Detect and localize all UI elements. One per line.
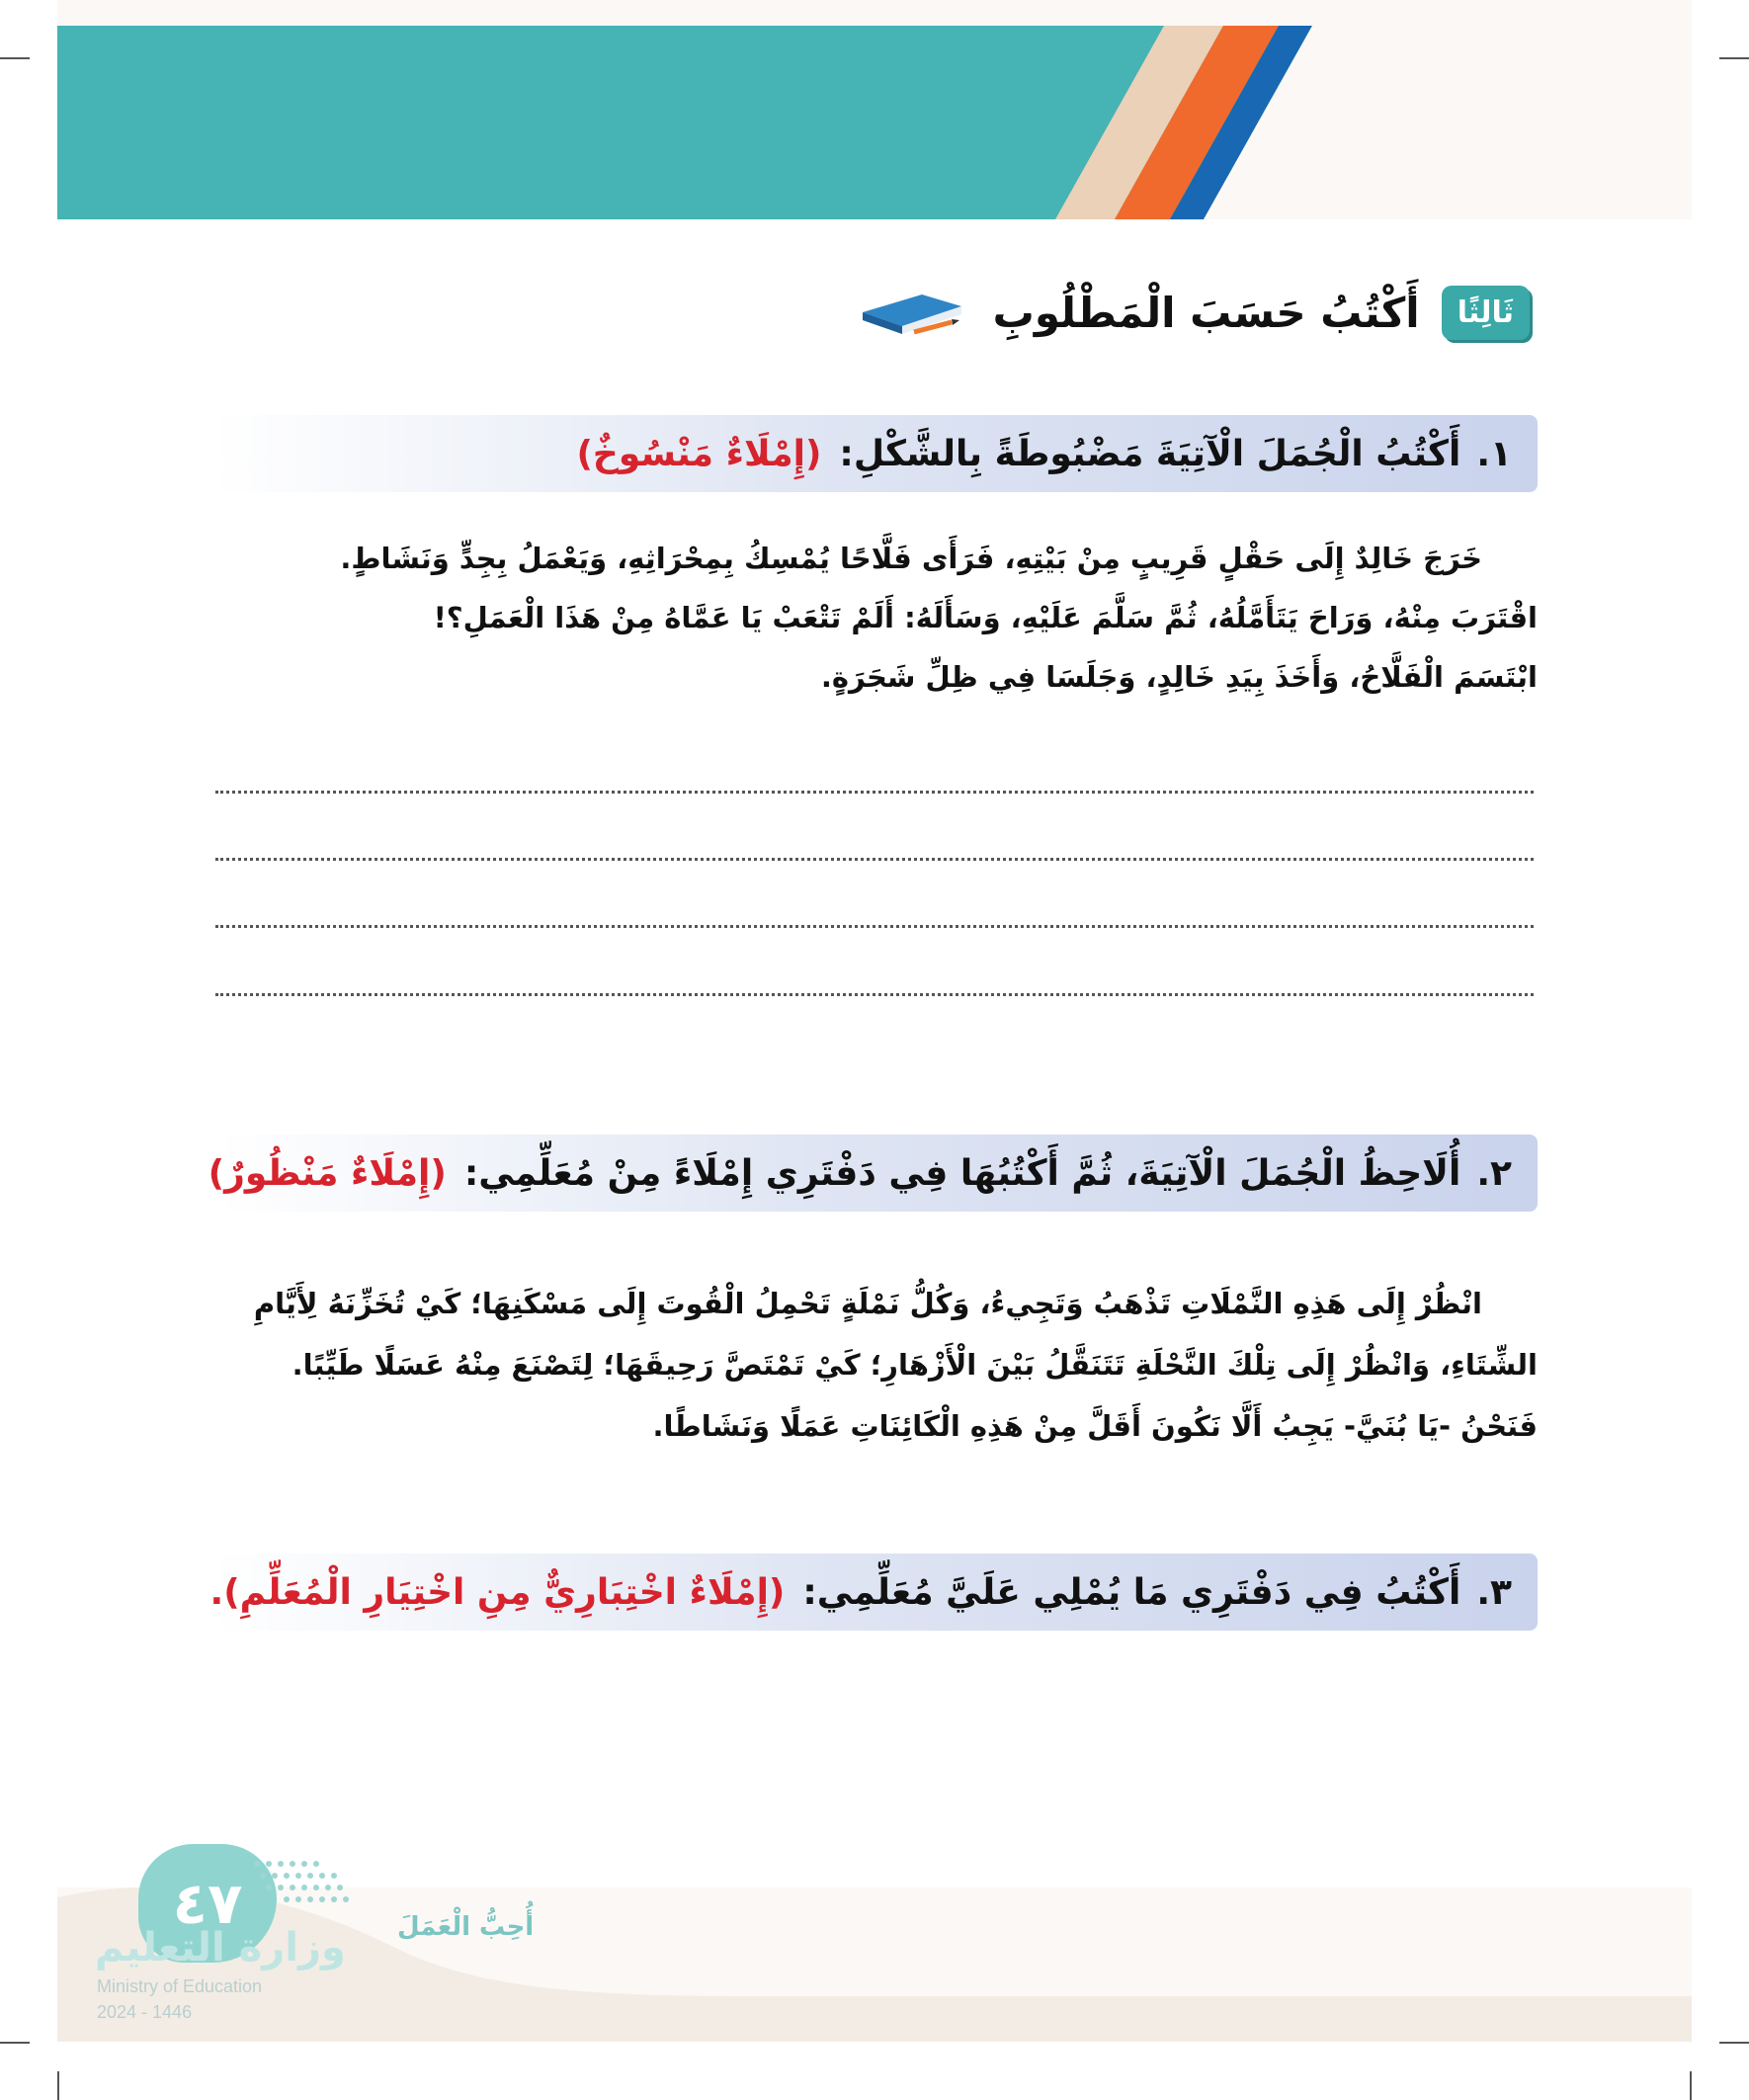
q2-passage [213, 1273, 1538, 1457]
ministry-name-arabic: وزارة التعليم [95, 1925, 346, 1971]
writing-line[interactable] [215, 791, 1534, 794]
header-band [57, 26, 1692, 219]
edition-year: 2024 - 1446 [97, 2002, 193, 2022]
passage-line: ابْتَسَمَ الْفَلَّاحُ، وَأَخَذَ بِيَدِ خَالِدٍ، وَجَلَسَا فِي ظِلِّ شَجَرَةٍ. [820, 660, 1538, 694]
ministry-logo-dots [247, 1854, 356, 1913]
crop-mark [1719, 57, 1749, 59]
question-tag: (إِمْلَاءٌ مَنْسُوخٌ) [576, 433, 822, 474]
passage-line: فَنَحْنُ -يَا بُنَيَّ- يَجِبُ أَلَّا نَكُونَ أَقَلَّ مِنْ هَذِهِ الْكَائِنَاتِ عَمَلًا وَنَشَاطًا. [652, 1409, 1538, 1443]
crop-mark [0, 2042, 30, 2044]
crop-mark [1690, 2071, 1692, 2100]
question-number: ٢. [1476, 1152, 1512, 1194]
passage-line: اقْتَرَبَ مِنْهُ، وَرَاحَ يَتَأَمَّلُهُ، ثُمَّ سَلَّمَ عَلَيْهِ، وَسَأَلَهُ: أَلَمْ تَتْعَبْ يَا عَمَّاهُ مِنْ هَذَا الْعَمَلِ؟! [433, 601, 1538, 634]
unit-name: أُحِبُّ الْعَمَلَ [397, 1912, 535, 1942]
crop-mark [1719, 2042, 1749, 2044]
question-number: ٣. [1476, 1571, 1512, 1613]
page-number: ٤٧ [138, 1844, 277, 1963]
question-text: أَكْتُبُ الْجُمَلَ الْآتِيَةَ مَضْبُوطَةً بِالشَّكْلِ: [839, 433, 1461, 474]
passage-line: خَرَجَ خَالِدٌ إِلَى حَقْلٍ قَرِيبٍ مِنْ بَيْتِهِ، فَرَأَى فَلَّاحًا يُمْسِكُ بِمِحْرَاثِهِ، وَيَعْمَلُ بِجِدٍّ وَنَشَاطٍ. [340, 542, 1482, 575]
crop-mark [57, 2071, 59, 2100]
question-tag: (إِمْلَاءٌ مَنْظُورٌ) [208, 1152, 447, 1194]
writing-line[interactable] [215, 993, 1534, 996]
section-title: أَكْتُبُ حَسَبَ الْمَطْلُوبِ [992, 288, 1420, 337]
q1-passage [213, 529, 1538, 707]
writing-line[interactable] [215, 925, 1534, 928]
section-badge: ثَالِثًا [1442, 286, 1530, 340]
question-number: ١. [1476, 433, 1512, 474]
book-pencil-icon [853, 283, 971, 342]
header-stripes [57, 26, 1692, 219]
question-text: أَكْتُبُ فِي دَفْتَرِي مَا يُمْلِي عَلَيَّ مُعَلِّمِي: [802, 1571, 1461, 1613]
passage-line: الشِّتَاءِ، وَانْظُرْ إِلَى تِلْكَ النَّحْلَةِ تَتَنَقَّلُ بَيْنَ الْأَزْهَارِ؛ كَيْ تَمْتَصَّ رَحِيقَهَا؛ لِتَصْنَعَ مِنْهُ عَسَلًا طَيِّبًا. [292, 1348, 1538, 1382]
writing-line[interactable] [215, 858, 1534, 861]
ministry-name-english: Ministry of Education [97, 1976, 263, 1996]
crop-mark [0, 57, 30, 59]
question-1-bar [213, 415, 1538, 492]
question-3-bar [209, 1554, 1538, 1631]
passage-line: انْظُرْ إِلَى هَذِهِ النَّمْلَاتِ تَذْهَبُ وَتَجِيءُ، وَكُلُّ نَمْلَةٍ تَحْمِلُ الْقُوتَ إِلَى مَسْكَنِهَا؛ كَيْ تُخَزِّنَهُ لِأَيَّامِ [253, 1287, 1482, 1320]
section-heading [853, 283, 1530, 342]
question-2-bar [208, 1134, 1538, 1212]
question-text: أُلَاحِظُ الْجُمَلَ الْآتِيَةَ، ثُمَّ أَكْتُبُهَا فِي دَفْتَرِي إِمْلَاءً مِنْ مُعَلِّمِي: [463, 1152, 1461, 1194]
question-tag: (إِمْلَاءٌ اخْتِبَارِيٌّ مِنِ اخْتِيَارِ الْمُعَلِّمِ). [209, 1571, 786, 1613]
